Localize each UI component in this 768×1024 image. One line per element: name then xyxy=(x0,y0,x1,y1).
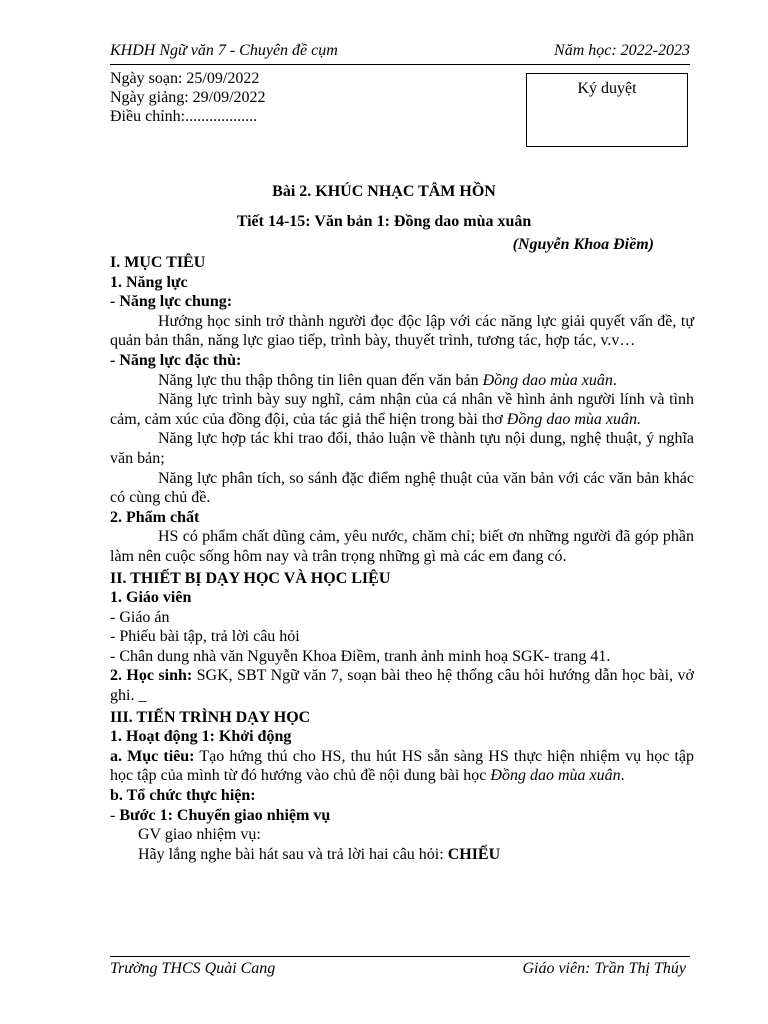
hoc-sinh-text: 2. Học sinh: SGK, SBT Ngữ văn 7, soạn bài theo hệ thống câu hỏi hướng dẫn học bài, vở ghi. _ xyxy=(110,667,694,705)
gv-giao-text: GV giao nhiệm vụ: xyxy=(138,826,261,844)
gv-item: - Giáo án xyxy=(110,608,170,626)
buoc-1: - Bước 1: Chuyển giao nhiệm vụ xyxy=(110,806,331,824)
dac-thu-item-1: Năng lực thu thập thông tin liên quan đến văn bản Đồng dao mùa xuân. xyxy=(158,371,617,389)
lesson-subtitle: Tiết 14-15: Văn bản 1: Đồng dao mùa xuân xyxy=(236,213,532,230)
footer-left: Trường THCS Quài Cang xyxy=(110,960,276,977)
to-chuc-heading: b. Tổ chức thực hiện: xyxy=(110,787,256,805)
dac-thu-item-2: Năng lực trình bày suy nghĩ, cảm nhận của cá nhân về hình ảnh người lính và tình cảm, cảm xúc của đồng đội, của tác giả thể hiện trong bài thơ Đồng dao mùa xuân. xyxy=(110,391,694,428)
nang-luc-heading: 1. Năng lực xyxy=(110,273,188,291)
dac-thu-item-3: Năng lực hợp tác khi trao đổi, thảo luận về thành tựu nội dung, nghệ thuật, ý nghĩa văn bản; xyxy=(110,430,694,467)
approval-label: Ký duyệt xyxy=(577,80,637,97)
hay-lang-nghe-text: Hãy lắng nghe bài hát sau và trả lời hai câu hỏi: CHIẾU xyxy=(138,845,501,863)
section-2-heading: II. THIẾT BỊ DẠY HỌC VÀ HỌC LIỆU xyxy=(110,569,391,587)
lesson-title: Bài 2. KHÚC NHẠC TÂM HỒN xyxy=(272,183,496,200)
footer-divider xyxy=(110,956,690,957)
giao-vien-heading: 1. Giáo viên xyxy=(110,589,192,607)
nang-luc-dac-thu-label: - Năng lực đặc thù: xyxy=(110,351,242,369)
footer-right: Giáo viên: Trần Thị Thúy xyxy=(522,960,686,977)
muc-tieu-text: a. Mục tiêu: Tạo hứng thú cho HS, thu hút HS sẵn sàng HS thực hiện nhiệm vụ học tập học tập của mình từ đó hướng vào chủ đề nội dung bài học Đồng dao mùa xuân. xyxy=(110,747,694,785)
document-body xyxy=(110,253,694,864)
ngay-giang: Ngày giảng: 29/09/2022 xyxy=(110,89,266,106)
lesson-author: (Nguyễn Khoa Điềm) xyxy=(512,236,654,253)
hoat-dong-1-heading: 1. Hoạt động 1: Khởi động xyxy=(110,728,292,746)
header-divider xyxy=(110,64,690,65)
lesson-dates xyxy=(110,69,266,126)
header-left: KHDH Ngữ văn 7 - Chuyên đề cụm xyxy=(110,42,338,59)
gv-item: - Phiếu bài tập, trả lời câu hỏi xyxy=(110,628,300,646)
header-right: Năm học: 2022-2023 xyxy=(554,42,690,59)
ngay-soan: Ngày soạn: 25/09/2022 xyxy=(110,70,260,87)
dac-thu-item-4: Năng lực phân tích, so sánh đặc điểm nghệ thuật của văn bản với các văn bản khác có cùng chủ đề. xyxy=(110,469,694,507)
dieu-chinh: Điều chỉnh:.................. xyxy=(110,108,258,125)
gv-item: - Chân dung nhà văn Nguyễn Khoa Điềm, tranh ảnh minh hoạ SGK- trang 41. xyxy=(110,647,611,665)
approval-box xyxy=(526,73,688,147)
pham-chat-heading: 2. Phẩm chất xyxy=(110,508,200,526)
section-1-heading: I. MỤC TIÊU xyxy=(110,254,206,271)
section-3-heading: III. TIẾN TRÌNH DẠY HỌC xyxy=(110,708,311,726)
nang-luc-chung-text: Hướng học sinh trở thành người đọc độc lập với các năng lực giải quyết vấn đề, tự quản bản thân, năng lực giao tiếp, trình bày, thuyết trình, tương tác, hợp tác, v.v… xyxy=(110,312,694,350)
pham-chat-text: HS có phẩm chất dũng cảm, yêu nước, chăm chỉ; biết ơn những người đã góp phần làm nên cuộc sống hôm nay và trân trọng những gì mà các em đang có. xyxy=(110,528,694,565)
nang-luc-chung-label: - Năng lực chung: xyxy=(110,293,233,311)
